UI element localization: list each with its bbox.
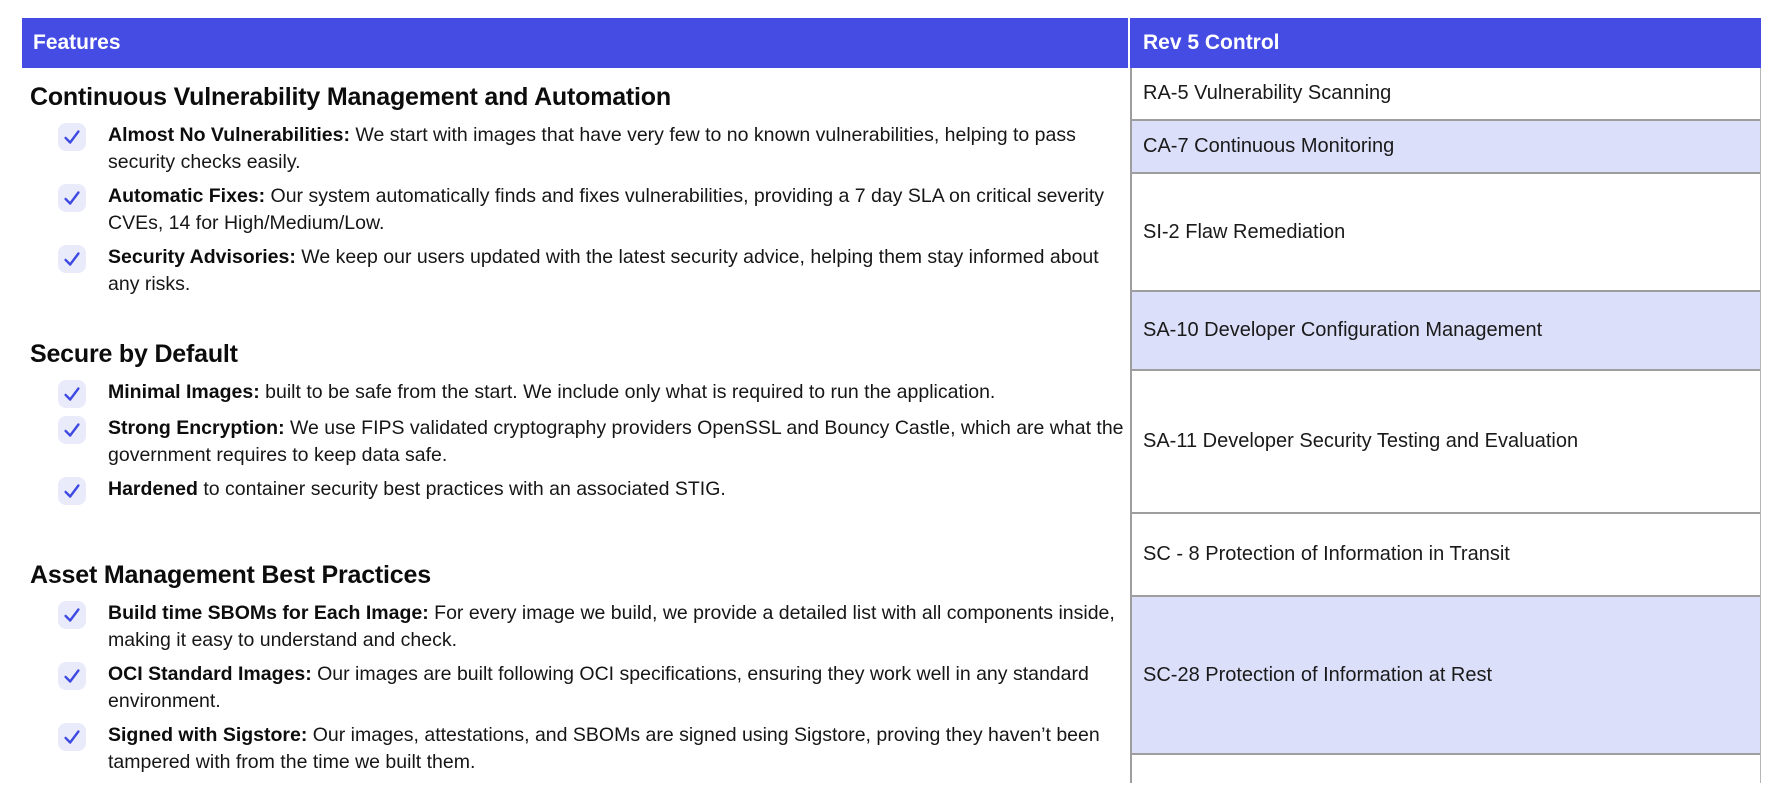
feature-list-item [30,183,1124,237]
checkmark-icon [61,604,83,626]
feature-item-text [108,244,1124,298]
table-header-row [22,18,1761,68]
control-row [1132,174,1760,292]
feature-item-text [108,476,1124,503]
feature-item-description: Our images are built following OCI specifications, ensuring they work well in any standard environment. [108,663,1089,712]
checked-checkbox[interactable] [58,245,86,273]
feature-item-description: Our images, attestations, and SBOMs are signed using Sigstore, proving they haven’t been tampered with from the time we built them. [108,724,1100,773]
feature-item-text [108,722,1124,776]
checkmark-icon [61,480,83,502]
feature-list-item [30,722,1124,776]
feature-list-item [30,122,1124,176]
rev5-control-column [1130,68,1761,783]
control-row [1132,514,1760,597]
control-row-label: SA-11 Developer Security Testing and Evaluation [1143,430,1579,452]
checkmark-icon [61,187,83,209]
control-row [1132,292,1760,371]
features-column-header [22,18,1128,68]
table-body [22,68,1761,783]
checked-checkbox[interactable] [58,477,86,505]
feature-item-lead: Signed with Sigstore: [108,724,308,746]
feature-item-lead: Security Advisories: [108,246,296,268]
feature-item-lead: Minimal Images: [108,381,260,403]
feature-item-lead: Hardened [108,478,198,500]
feature-item-list [30,122,1124,298]
feature-list-item [30,415,1124,469]
checked-checkbox[interactable] [58,184,86,212]
control-row [1132,68,1760,121]
feature-item-lead: Automatic Fixes: [108,185,266,207]
feature-item-description: We use FIPS validated cryptography providers OpenSSL and Bouncy Castle, which are what the government requires to keep data safe. [108,417,1124,466]
checkmark-icon [61,383,83,405]
feature-item-description: to container security best practices with an associated STIG. [197,478,726,500]
control-row [1132,597,1760,755]
feature-item-text [108,379,1124,406]
feature-item-text [108,415,1124,469]
control-row-label: CA-7 Continuous Monitoring [1143,135,1395,157]
feature-section [30,340,1124,505]
feature-item-lead: Build time SBOMs for Each Image: [108,602,429,624]
feature-section [30,83,1124,298]
feature-item-description: built to be safe from the start. We include only what is required to run the application. [259,381,996,403]
feature-section-title: Continuous Vulnerability Management and Automation [30,83,671,111]
control-row [1132,121,1760,174]
feature-list-item [30,600,1124,654]
control-row-label: RA-5 Vulnerability Scanning [1143,82,1392,104]
checked-checkbox[interactable] [58,723,86,751]
checked-checkbox[interactable] [58,380,86,408]
feature-item-text [108,122,1124,176]
feature-list-item [30,476,1124,505]
feature-list-item [30,244,1124,298]
control-row-label: SI-2 Flaw Remediation [1143,220,1346,243]
checkmark-icon [61,726,83,748]
feature-item-text [108,661,1124,715]
feature-section-title: Secure by Default [30,340,238,368]
control-row-label: SC - 8 Protection of Information in Transit [1143,543,1510,565]
feature-item-lead: OCI Standard Images: [108,663,312,685]
feature-item-list [30,379,1124,505]
rev5-control-column-header-label: Rev 5 Control [1143,31,1280,54]
checkmark-icon [61,248,83,270]
feature-item-description: We keep our users updated with the latest security advice, helping them stay informed about any risks. [108,246,1099,295]
checked-checkbox[interactable] [58,416,86,444]
features-column [22,68,1128,783]
feature-item-text [108,600,1124,654]
feature-item-list [30,600,1124,776]
control-row-label: SA-10 Developer Configuration Management [1143,319,1543,341]
feature-section-title: Asset Management Best Practices [30,561,431,589]
checkmark-icon [61,126,83,148]
features-column-header-label: Features [33,31,121,54]
checked-checkbox[interactable] [58,662,86,690]
feature-section [30,561,1124,776]
feature-list-item [30,379,1124,408]
feature-item-description: We start with images that have very few to no known vulnerabilities, helping to pass security checks easily. [108,124,1076,173]
checkmark-icon [61,419,83,441]
control-row [1132,371,1760,514]
feature-item-description: For every image we build, we provide a detailed list with all components inside, making it easy to understand and check. [108,602,1115,651]
feature-item-lead: Almost No Vulnerabilities: [108,124,350,146]
feature-list-item [30,661,1124,715]
rev5-control-column-header [1130,18,1761,68]
checked-checkbox[interactable] [58,601,86,629]
feature-item-description: Our system automatically finds and fixes vulnerabilities, providing a 7 day SLA on critical severity CVEs, 14 for High/Medium/Low. [108,185,1105,234]
checked-checkbox[interactable] [58,123,86,151]
control-row-label: SC-28 Protection of Information at Rest [1143,663,1493,686]
features-controls-table [22,18,1761,783]
feature-item-lead: Strong Encryption: [108,417,285,439]
feature-item-text [108,183,1124,237]
checkmark-icon [61,665,83,687]
